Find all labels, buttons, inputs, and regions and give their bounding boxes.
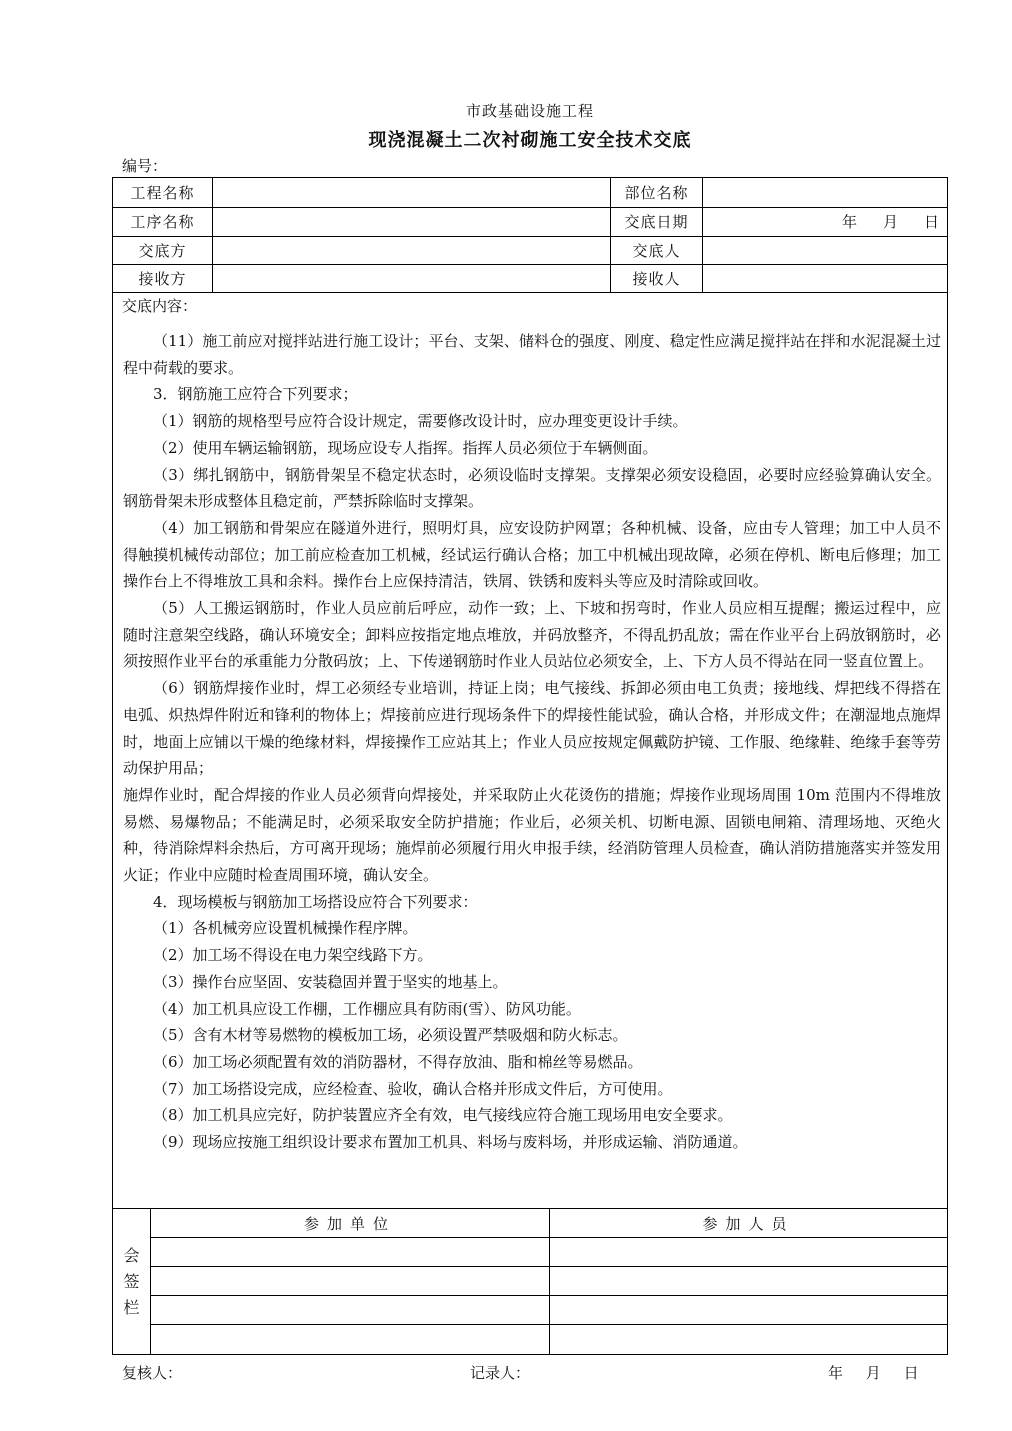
project-name-label: 工程名称 [113,178,213,207]
part-name-field[interactable] [703,178,947,207]
content-paragraph: （11）施工前应对搅拌站进行施工设计；平台、支架、储料仓的强度、刚度、稳定性应满足搅拌站在拌和水泥混凝土过程中荷载的要求。 [123,332,941,377]
countersign-row [151,1325,947,1355]
participating-person-header: 参加人员 [702,1214,795,1233]
content-paragraph: （1）各机械旁应设置机械操作程序牌。 [153,919,418,938]
content-paragraph: （8）加工机具应完好，防护装置应齐全有效，电气接线应符合施工现场用电安全要求。 [153,1106,733,1125]
disclosure-content [123,328,941,1156]
person-cell[interactable] [550,1325,947,1355]
footer-day-label: 日 [903,1364,919,1382]
disclosure-date-label: 交底日期 [611,207,703,236]
countersign-section [113,1208,947,1355]
receiver-person-field[interactable] [703,264,947,292]
footer-year-label: 年 [828,1364,844,1382]
disclosure-form [112,177,948,1355]
countersign-header-row [151,1209,947,1238]
countersign-char: 栏 [123,1298,140,1317]
person-cell[interactable] [550,1267,947,1295]
receiver-field[interactable] [213,264,611,292]
info-row-process [113,207,947,237]
content-label: 交底内容： [122,297,198,315]
footer-month-label: 月 [865,1364,881,1382]
project-name-field[interactable] [213,178,611,207]
person-cell[interactable] [550,1238,947,1266]
document-subtitle: 市政基础设施工程 [465,102,594,120]
date-month-label: 月 [882,213,898,231]
serial-number-label: 编号： [122,157,168,175]
issuer-label: 交底方 [113,236,213,264]
content-paragraph: （5）含有木材等易燃物的模板加工场，必须设置严禁吸烟和防火标志。 [153,1026,628,1045]
footer-date [828,1362,919,1383]
countersign-side-label [113,1209,151,1355]
date-year-label: 年 [841,213,857,231]
date-day-label: 日 [923,213,939,231]
content-paragraph: （2）使用车辆运输钢筋，现场应设专人指挥。指挥人员必须位于车辆侧面。 [153,438,658,457]
issuer-person-field[interactable] [703,236,947,264]
unit-cell[interactable] [151,1267,550,1295]
unit-cell[interactable] [151,1296,550,1324]
unit-cell[interactable] [151,1238,550,1266]
content-paragraph: （7）加工场搭设完成，应经检查、验收，确认合格并形成文件后，方可使用。 [153,1079,673,1098]
content-paragraph: （4）加工钢筋和骨架应在隧道外进行，照明灯具，应安设防护网罩；各种机械、设备，应由专人管理；加工中人员不得触摸机械传动部位；加工前应检查加工机械，经试运行确认合格；加工中机械出现故障，必须在停机、断电后修理；加工操作台上不得堆放工具和余料。操作台上应保持清洁，铁屑、铁锈和废料头等应及时清除或回收。 [123,518,941,591]
content-paragraph: 3．钢筋施工应符合下列要求； [153,385,358,404]
participating-unit-header: 参加单位 [151,1209,550,1237]
person-cell[interactable] [550,1296,947,1324]
disclosure-date-field[interactable] [703,207,947,236]
info-row-receiver [113,264,947,293]
content-paragraph: （2）加工场不得设在电力架空线路下方。 [153,946,433,965]
content-paragraph: （3）绑扎钢筋中，钢筋骨架呈不稳定状态时，必须设临时支撑架。支撑架必须安设稳固，必要时应经验算确认安全。钢筋骨架未形成整体且稳定前，严禁拆除临时支撑架。 [123,465,941,511]
reviewer-label: 复核人： [122,1364,183,1382]
content-paragraph: 4．现场模板与钢筋加工场搭设应符合下列要求： [153,892,478,911]
countersign-row [151,1238,947,1267]
content-paragraph: （9）现场应按施工组织设计要求布置加工机具、料场与废料场，并形成运输、消防通道。 [153,1133,748,1152]
process-name-label: 工序名称 [113,207,213,236]
unit-cell[interactable] [151,1325,550,1355]
recorder-label: 记录人： [470,1364,531,1382]
countersign-char: 会 [123,1246,140,1265]
content-paragraph: （6）钢筋焊接作业时，焊工必须经专业培训，持证上岗；电气接线、拆卸必须由电工负责；接地线、焊把线不得搭在电弧、炽热焊件附近和锋利的物体上；焊接前应进行现场条件下的焊接性能试验，确认合格，并形成文件；在潮湿地点施焊时，地面上应铺以干燥的绝缘材料，焊接操作工应站其上；作业人员应按规定佩戴防护镜、工作服、绝缘鞋、绝缘手套等劳动保护用品； [123,679,941,778]
content-paragraph: 施焊作业时，配合焊接的作业人员必须背向焊接处，并采取防止火花烫伤的措施；焊接作业现场周围 10m 范围内不得堆放易燃、易爆物品；不能满足时，必须采取安全防护措施；作业后，必须关机、切断电源、固锁电闸箱、清理场地、灭绝火种，待消除焊料余热后，方可离开现场；施焊前必须履行用火申报手续，经消防管理人员检查，确认消防措施落实并签发用火证；作业中应随时检查周围环境，确认安全。 [123,785,941,885]
info-row-project [113,178,947,208]
content-paragraph: （5）人工搬运钢筋时，作业人员应前后呼应，动作一致；上、下坡和拐弯时，作业人员应相互提醒；搬运过程中，应随时注意架空线路，确认环境安全；卸料应按指定地点堆放，并码放整齐，不得乱扔乱放；需在作业平台上码放钢筋时，必须按照作业平台的承重能力分散码放；上、下传递钢筋时作业人员站位必须安全，上、下方人员不得站在同一竖直位置上。 [123,599,941,671]
countersign-grid [151,1209,947,1355]
receiver-label: 接收方 [113,264,213,292]
document-title: 现浇混凝土二次衬砌施工安全技术交底 [368,130,692,151]
content-paragraph: （3）操作台应坚固、安装稳固并置于坚实的地基上。 [153,972,508,991]
content-paragraph: （6）加工场必须配置有效的消防器材，不得存放油、脂和棉丝等易燃品。 [153,1052,643,1071]
receiver-person-label: 接收人 [611,264,703,292]
process-name-field[interactable] [213,207,611,236]
countersign-char: 签 [123,1272,140,1291]
issuer-field[interactable] [213,236,611,264]
part-name-label: 部位名称 [611,178,703,207]
info-row-issuer [113,236,947,265]
countersign-row [151,1296,947,1325]
issuer-person-label: 交底人 [611,236,703,264]
content-paragraph: （1）钢筋的规格型号应符合设计规定，需要修改设计时，应办理变更设计手续。 [153,412,688,431]
countersign-row [151,1267,947,1296]
content-paragraph: （4）加工机具应设工作棚，工作棚应具有防雨(雪）、防风功能。 [153,999,581,1018]
